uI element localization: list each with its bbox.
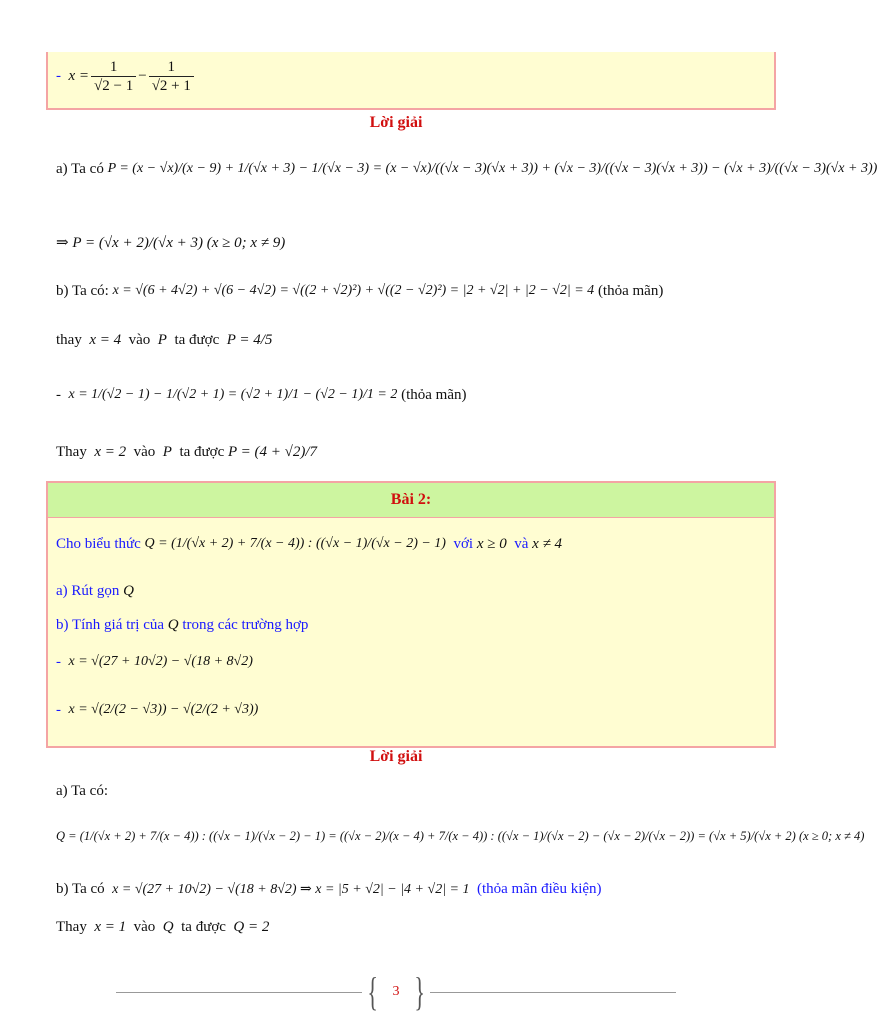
right-brace-icon: } (413, 969, 425, 1014)
page-number-box (362, 969, 430, 1014)
dash: - (56, 68, 61, 84)
note: (thỏa mãn điều kiện) (476, 880, 602, 897)
sol1-sub2-line: Thay x = 2 vào P ta được P = (4 + √2)/7 (56, 443, 318, 460)
bai2-part-b: b) Tính giá trị của Q trong các trường hợp (56, 616, 309, 633)
footer-rule-right (430, 992, 676, 993)
math-expression: x = 1/(√2 − 1) − 1/(√2 + 1) = (√2 + 1)/1 − (√2 − 1)/1 = 2 (68, 387, 398, 402)
top-case-line: - x = $\frac{1}{√2 - 1}$ − $\frac{1}{√2 + 1}$ (56, 58, 196, 95)
math-expression: x = √(2/(2 − √3)) − √(2/(2 + √3)) (68, 702, 259, 717)
fraction: $\frac{1}{√2 - 1}$ (91, 58, 136, 95)
math-expression: x = √(6 + 4√2) + √(6 − 4√2) = √((2 + √2)²) + √((2 − √2)²) = |2 + √2| + |2 − √2| = 4 (112, 283, 595, 298)
label: b) Ta có: (56, 282, 109, 299)
sol2-a-label: a) Ta có: (56, 782, 108, 799)
problem-title: Bài 2: (390, 491, 432, 508)
sol1-sub1-line: thay x = 4 vào P ta được P = 4/5 (56, 331, 273, 348)
sol1-dash2-line: - x = 1/(√2 − 1) − 1/(√2 + 1) = (√2 + 1)/1 − (√2 − 1)/1 = 2 (thỏa mãn) (56, 386, 467, 403)
math-expression: Q = (1/(√x + 2) + 7/(x − 4)) : ((√x − 1)/(√x − 2) − 1) (144, 536, 446, 551)
sol1-b-line (56, 278, 663, 304)
note: (thỏa mãn) (401, 386, 467, 403)
math-expression: x = √(27 + 10√2) − √(18 + 8√2) (68, 654, 253, 669)
bai2-case2: - x = √(2/(2 − √3)) − √(2/(2 + √3)) (56, 701, 259, 718)
math-expression: x = √(27 + 10√2) − √(18 + 8√2) ⇒ x = |5 + √2| − |4 + √2| = 1 (112, 881, 470, 897)
sol1-a-line (56, 146, 877, 192)
expr-lhs: x = (68, 68, 90, 84)
sol2-b-line: b) Ta có x = √(27 + 10√2) − √(18 + 8√2) ⇒ x = |5 + √2| − |4 + √2| = 1 (thỏa mãn điều kiện) (56, 880, 602, 897)
left-brace-icon: { (367, 969, 379, 1014)
sol2-a-expr (56, 812, 864, 860)
problem-title-bar (48, 483, 774, 518)
label: a) Ta có (56, 160, 104, 177)
sol2-sub-line: Thay x = 1 vào Q ta được Q = 2 (56, 918, 270, 935)
footer-rule-left (116, 992, 362, 993)
page-number: 3 (392, 984, 400, 999)
math-expression: ⇒ P = (√x + 2)/(√x + 3) (x ≥ 0; x ≠ 9) (56, 234, 286, 251)
bai2-case1: - x = √(27 + 10√2) − √(18 + 8√2) (56, 653, 253, 670)
bai2-part-a: a) Rút gọn Q (56, 582, 134, 599)
solution-heading: Lời giải (369, 748, 423, 765)
math-expression: P = (x − √x)/(x − 9) + 1/(√x + 3) − 1/(√x − 3) = (x − √x)/((√x − 3)(√x + 3)) + (√x − 3)/((√x − 3)(√x + 3)) − (√x + 3)/((√x − 3)(√x + 3)) (107, 161, 877, 176)
sol1-a-result (56, 222, 285, 262)
math-expression: Q = (1/(√x + 2) + 7/(x − 4)) : ((√x − 1)/(√x − 2) − 1) = ((√x − 2)/(x − 4) + 7/(x − 4)) : ((√x − 1)/(√x − 2) − (√x − 2)/(√x − 2)) = (√x + 5)/(√x + 2) (x ≥ 0; x ≠ 4) (56, 828, 865, 843)
solution-heading: Lời giải (369, 114, 423, 131)
note: (thỏa mãn) (597, 282, 664, 299)
fraction: $\frac{1}{√2 + 1}$ (149, 58, 194, 95)
bai2-intro-line: Cho biểu thức Q = (1/(√x + 2) + 7/(x − 4)) : ((√x − 1)/(√x − 2) − 1) với x ≥ 0 và x ≠ 4 (56, 535, 563, 552)
